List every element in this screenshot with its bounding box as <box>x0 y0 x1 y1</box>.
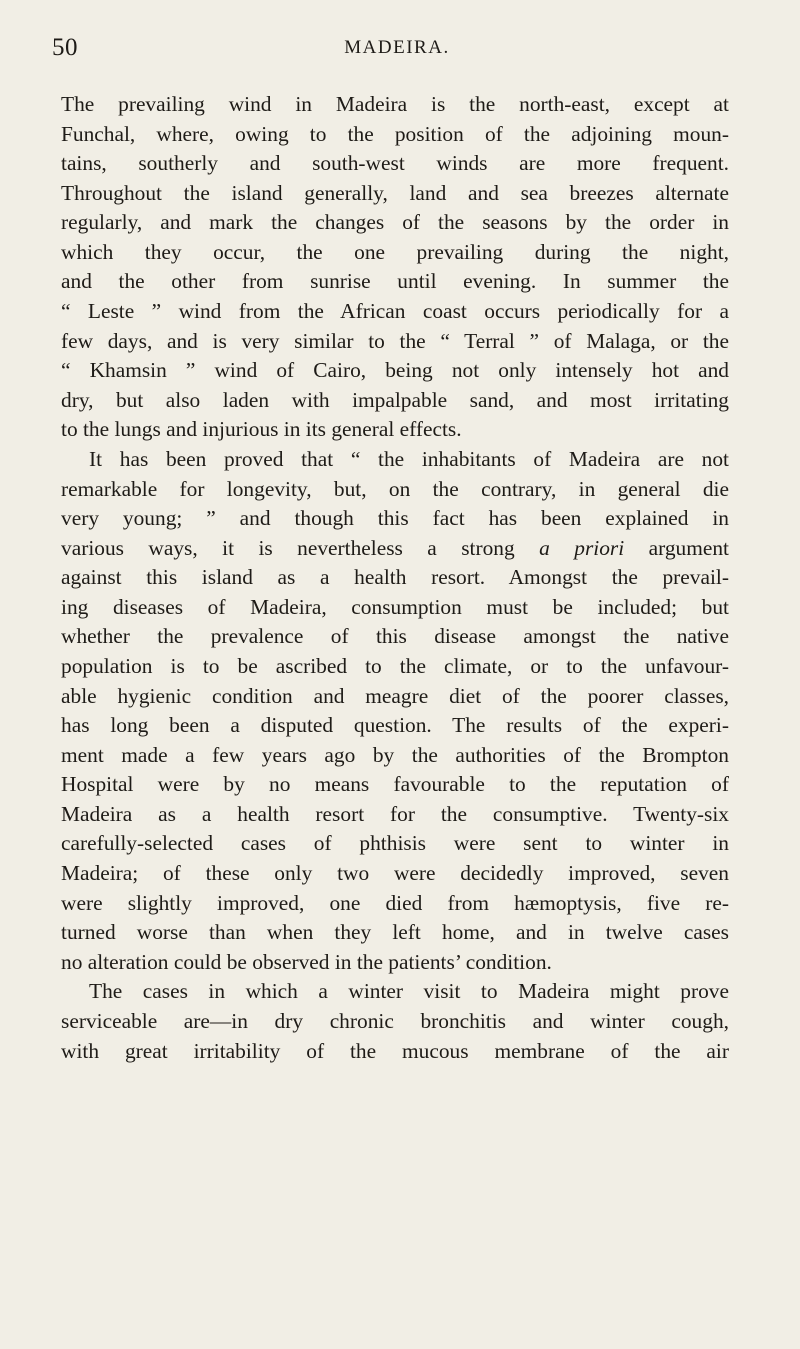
text-line: serviceable are—in dry chronic bronchitis and winter cough, <box>61 1008 729 1033</box>
text-line: The prevailing wind in Madeira is the north-east, except at <box>61 92 729 116</box>
text-line: Throughout the island generally, land and sea breezes alternate <box>61 180 729 205</box>
text-line: Funchal, where, owing to the position of the adjoining moun- <box>61 121 729 146</box>
text-line: no alteration could be observed in the patients’ condition. <box>61 949 552 974</box>
text-line: whether the prevalence of this disease amongst the native <box>61 624 729 649</box>
text-line: The cases in which a winter visit to Madeira might prove <box>89 979 729 1004</box>
text-line: Madeira; of these only two were decidedly improved, seven <box>61 861 729 886</box>
paragraph <box>61 445 729 977</box>
text-line: dry, but also laden with impalpable sand, and most irritating <box>61 387 729 412</box>
text-line: population is to be ascribed to the climate, or to the unfavour- <box>61 653 729 678</box>
page-number: 50 <box>52 34 78 61</box>
text-line: to the lungs and injurious in its general effects. <box>61 417 462 442</box>
text-line: “ Khamsin ” wind of Cairo, being not only intensely hot and <box>61 358 729 383</box>
text-segment: argument <box>624 535 729 560</box>
text-line: against this island as a health resort. Amongst the prevail- <box>61 565 729 590</box>
paragraph <box>61 977 729 1066</box>
text-line: ment made a few years ago by the authorities of the Brompton <box>61 742 729 767</box>
text-line: It has been proved that “ the inhabitants of Madeira are not <box>89 446 729 471</box>
text-line: were slightly improved, one died from hæmoptysis, five re- <box>61 890 729 915</box>
text-line: Hospital were by no means favourable to the reputation of <box>61 772 729 797</box>
text-line: with great irritability of the mucous membrane of the air <box>61 1038 729 1063</box>
text-line: carefully-selected cases of phthisis were sent to winter in <box>61 831 729 856</box>
text-line: “ Leste ” wind from the African coast occurs periodically for a <box>61 299 729 324</box>
text-line: Madeira as a health resort for the consumptive. Twenty-six <box>61 801 729 826</box>
running-title: MADEIRA. <box>344 37 450 58</box>
text-segment: various ways, it is nevertheless a strong <box>61 535 515 560</box>
text-line: which they occur, the one prevailing during the night, <box>61 239 729 264</box>
page-header <box>52 34 742 64</box>
text-line: able hygienic condition and meagre diet of the poorer classes, <box>61 683 729 708</box>
body-text <box>61 90 729 1066</box>
text-line: remarkable for longevity, but, on the contrary, in general die <box>61 476 729 501</box>
text-line: has long been a disputed question. The results of the experi- <box>61 713 729 738</box>
italic-phrase: a priori <box>539 535 625 560</box>
text-line-with-italic <box>61 534 729 564</box>
text-line: regularly, and mark the changes of the seasons by the order in <box>61 210 729 235</box>
text-line: turned worse than when they left home, and in twelve cases <box>61 920 729 945</box>
text-line: very young; ” and though this fact has been explained in <box>61 506 729 531</box>
paragraph <box>61 90 729 445</box>
text-line: few days, and is very similar to the “ Terral ” of Malaga, or the <box>61 328 729 353</box>
text-line: and the other from sunrise until evening. In summer the <box>61 269 729 294</box>
text-line: tains, southerly and south-west winds are more frequent. <box>61 151 729 176</box>
text-line: ing diseases of Madeira, consumption must be included; but <box>61 594 729 619</box>
